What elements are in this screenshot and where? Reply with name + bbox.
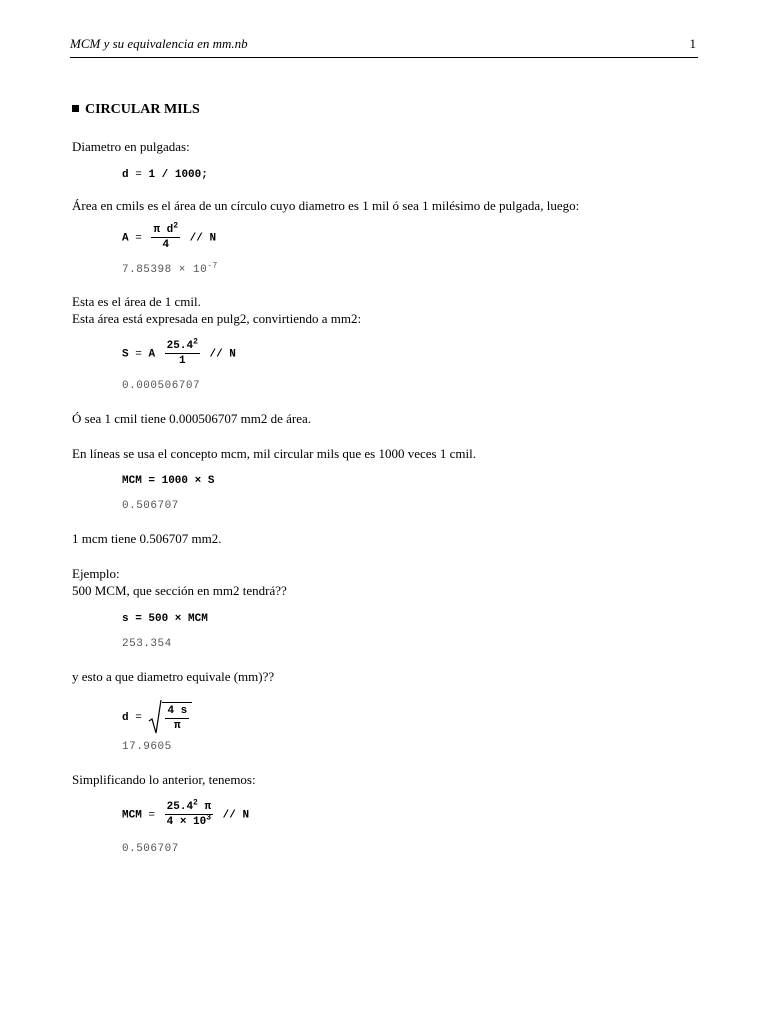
paragraph-area: Área en cmils es el área de un círculo cuyo diametro es 1 mil ó sea 1 milésimo de pulgada, luego: bbox=[72, 198, 580, 213]
in1-lhs: d bbox=[122, 169, 129, 181]
paragraph-ejemplo: Ejemplo: bbox=[72, 566, 120, 581]
in3-fraction bbox=[165, 337, 200, 367]
in7-den: 4 × 10 bbox=[166, 816, 207, 828]
input-cell-S[interactable] bbox=[122, 337, 236, 367]
in3-num: 25.4 bbox=[166, 340, 194, 352]
in3-mid: A bbox=[148, 348, 156, 361]
paragraph-conversion: Esta área está expresada en pulg2, convirtiendo a mm2: bbox=[72, 311, 362, 326]
paragraph-example-question: 500 MCM, que sección en mm2 tendrá?? bbox=[72, 583, 287, 598]
in1-rhs: 1 / 1000; bbox=[148, 169, 208, 181]
section-bullet-icon bbox=[72, 105, 79, 112]
in7-num-exp: 2 bbox=[193, 798, 198, 808]
in3-den: 1 bbox=[178, 355, 186, 367]
in1-eq: = bbox=[135, 169, 142, 181]
input-cell-A[interactable] bbox=[122, 221, 217, 251]
paragraph-cmil: Esta es el área de 1 cmil. bbox=[72, 294, 201, 309]
output-cell-d: 17.9605 bbox=[122, 741, 172, 753]
input-cell-d[interactable] bbox=[122, 169, 208, 181]
in2-den: 4 bbox=[162, 239, 170, 251]
in6-eq: = bbox=[135, 711, 142, 724]
output-cell-A bbox=[122, 261, 218, 276]
output-cell-MCM: 0.506707 bbox=[122, 500, 179, 512]
in7-num: 25.4 bbox=[166, 801, 194, 813]
sqrt-fraction bbox=[162, 702, 192, 732]
in7-eq: = bbox=[148, 809, 156, 822]
paragraph-diametro: Diametro en pulgadas: bbox=[72, 139, 190, 154]
in7-num-pi: π bbox=[197, 801, 212, 813]
paragraph-result-cmil: Ó sea 1 cmil tiene 0.000506707 mm2 de área. bbox=[72, 411, 311, 426]
section-title: CIRCULAR MILS bbox=[85, 102, 200, 117]
out2-exp: -7 bbox=[207, 261, 218, 271]
in7-fraction bbox=[165, 798, 213, 828]
input-cell-d-sqrt[interactable] bbox=[122, 699, 192, 735]
in6-num: 4 s bbox=[167, 705, 188, 717]
sqrt-expression bbox=[148, 699, 192, 735]
in2-lhs: A bbox=[122, 232, 129, 245]
in2-num: π d bbox=[153, 224, 174, 236]
section-heading bbox=[72, 102, 200, 118]
in2-eq: = bbox=[135, 232, 142, 245]
in2-num-exp: 2 bbox=[173, 221, 179, 231]
in2-post: // N bbox=[189, 232, 217, 245]
notebook-title: MCM y su equivalencia en mm.nb bbox=[70, 36, 248, 51]
page-number: 1 bbox=[689, 36, 696, 51]
paragraph-mcm-concept: En líneas se usa el concepto mcm, mil circular mils que es 1000 veces 1 cmil. bbox=[72, 446, 476, 461]
sqrt-radical-icon bbox=[148, 699, 162, 735]
in2-fraction bbox=[151, 221, 180, 251]
output-cell-s: 253.354 bbox=[122, 638, 172, 650]
output-cell-S: 0.000506707 bbox=[122, 380, 201, 392]
out2-mantissa: 7.85398 × 10 bbox=[122, 264, 208, 276]
output-cell-MCM-simplified: 0.506707 bbox=[122, 843, 179, 855]
in3-lhs: S bbox=[122, 348, 129, 361]
in7-lhs: MCM bbox=[122, 809, 142, 822]
in7-post: // N bbox=[222, 809, 250, 822]
paragraph-mcm-result: 1 mcm tiene 0.506707 mm2. bbox=[72, 531, 222, 546]
input-cell-s[interactable]: s = 500 × MCM bbox=[122, 613, 208, 625]
input-cell-MCM[interactable]: MCM = 1000 × S bbox=[122, 475, 215, 487]
paragraph-diameter-question: y esto a que diametro equivale (mm)?? bbox=[72, 669, 275, 684]
in3-eq: = bbox=[135, 348, 142, 361]
in3-num-exp: 2 bbox=[193, 337, 198, 347]
in7-den-exp: 3 bbox=[206, 813, 212, 823]
in6-lhs: d bbox=[122, 711, 129, 724]
in6-den: π bbox=[174, 720, 181, 732]
in3-post: // N bbox=[209, 348, 236, 361]
paragraph-simplification: Simplificando lo anterior, tenemos: bbox=[72, 772, 256, 787]
page-header bbox=[70, 35, 698, 58]
input-cell-MCM-simplified[interactable] bbox=[122, 798, 250, 828]
